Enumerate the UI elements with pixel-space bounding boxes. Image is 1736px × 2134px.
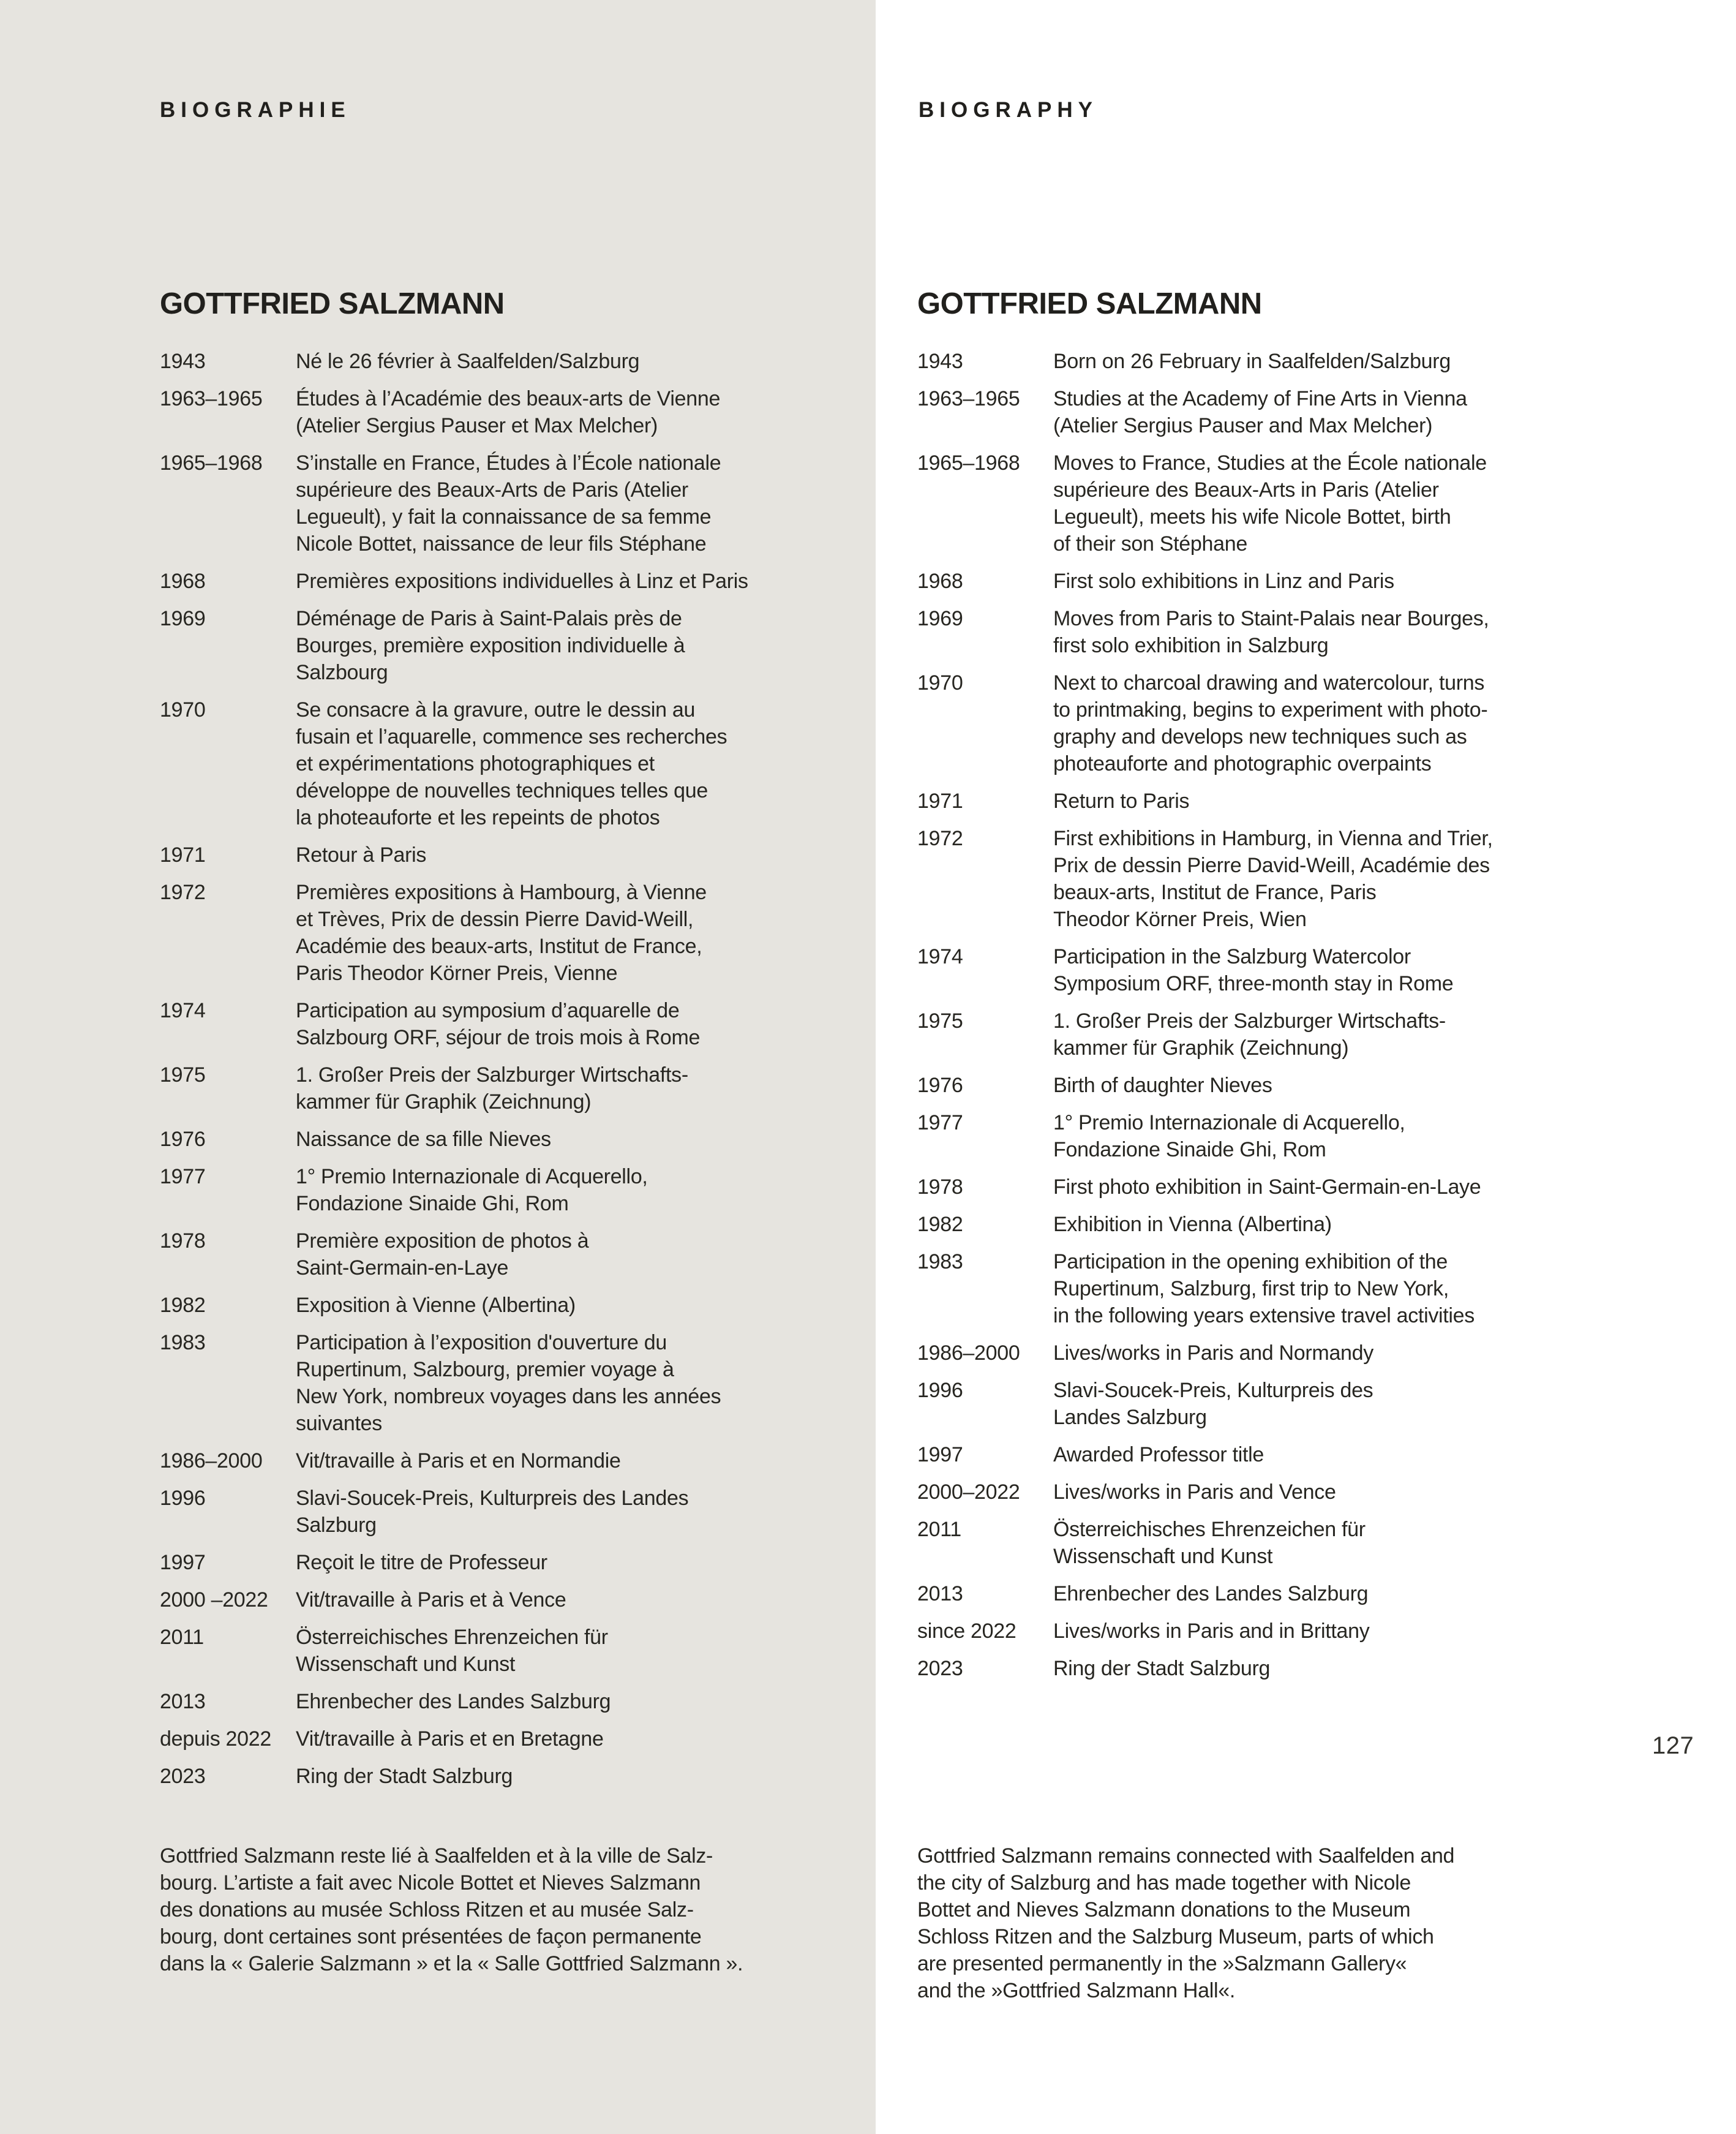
timeline-entry: [917, 1377, 1600, 1431]
entry-year: 1974: [160, 999, 206, 1022]
timeline-entry: [160, 1763, 846, 1790]
entry-year: 1971: [917, 790, 963, 813]
entry-description: S’installe en France, Études à l’École nationale supérieure des Beaux-Arts de Paris (Atelier Legueult), y fait la connaissance de sa femme Nicole Bottet, naissance de leur fils Stéphane: [296, 451, 721, 556]
entry-year: 1970: [160, 698, 206, 722]
entry-year: 2011: [160, 1626, 204, 1649]
entry-description: Ehrenbecher des Landes Salzburg: [1053, 1582, 1369, 1605]
timeline-entry: [917, 1441, 1600, 1468]
entry-description: Moves to France, Studies at the École nationale supérieure des Beaux-Arts in Paris (Atelier Legueult), meets his wife Nicole Bottet, birth of their son Stéphane: [1053, 451, 1487, 556]
entry-year: 1978: [917, 1175, 963, 1199]
timeline-entry: [917, 669, 1600, 777]
entry-year: 1969: [160, 607, 206, 630]
entry-year: 1969: [917, 607, 963, 630]
entry-year: 1970: [917, 671, 963, 695]
artist-name-title-french: GOTTFRIED SALZMANN: [160, 287, 505, 320]
entry-description: Ehrenbecher des Landes Salzburg: [296, 1690, 611, 1713]
entry-description: Österreichisches Ehrenzeichen für Wissenschaft und Kunst: [1053, 1518, 1366, 1568]
timeline-entry: [160, 1586, 846, 1613]
entry-year: 1982: [917, 1213, 963, 1236]
entry-description: Déménage de Paris à Saint-Palais près de Bourges, première exposition individuelle à Salzbourg: [296, 607, 685, 684]
entry-year: 1976: [917, 1074, 963, 1097]
timeline-entry: [917, 1109, 1600, 1163]
entry-year: 1975: [160, 1063, 206, 1087]
timeline-entry: [160, 1725, 846, 1752]
entry-description: Études à l’Académie des beaux-arts de Vienne (Atelier Sergius Pauser et Max Melcher): [296, 387, 721, 437]
timeline-entry: [160, 1126, 846, 1153]
entry-year: 1974: [917, 945, 963, 968]
timeline-entry: [917, 943, 1600, 997]
entry-description: Lives/works in Paris and Normandy: [1053, 1341, 1373, 1365]
entry-description: 1° Premio Internazionale di Acquerello, Fondazione Sinaide Ghi, Rom: [1053, 1111, 1405, 1161]
entry-description: First exhibitions in Hamburg, in Vienna and Trier, Prix de dessin Pierre David-Weill, Académie des beaux-arts, Institut de France, Paris Theodor Körner Preis, Wien: [1053, 827, 1493, 931]
entry-year: 1977: [917, 1111, 963, 1134]
entry-description: Exposition à Vienne (Albertina): [296, 1294, 576, 1317]
timeline-entry: [160, 1549, 846, 1576]
timeline-entry: [160, 842, 846, 869]
entry-year: 1943: [160, 350, 206, 373]
entry-year: 1978: [160, 1229, 206, 1253]
entry-description: Ring der Stadt Salzburg: [1053, 1657, 1271, 1680]
entry-year: depuis 2022: [160, 1727, 271, 1751]
entry-description: Ring der Stadt Salzburg: [296, 1765, 513, 1788]
entry-description: Moves from Paris to Staint-Palais near Bourges, first solo exhibition in Salzburg: [1053, 607, 1489, 657]
entry-description: Participation à l’exposition d'ouverture du Rupertinum, Salzbourg, premier voyage à New York, nombreux voyages dans les années suivantes: [296, 1331, 721, 1435]
entry-year: 1965–1968: [917, 451, 1020, 475]
timeline-entry: [160, 1163, 846, 1217]
entry-description: Naissance de sa fille Nieves: [296, 1128, 551, 1151]
timeline-entry: [917, 1655, 1600, 1682]
entry-year: 2000–2022: [917, 1480, 1020, 1504]
timeline-entry: [917, 1479, 1600, 1506]
timeline-entry: [160, 879, 846, 987]
entry-description: Participation au symposium d’aquarelle de Salzbourg ORF, séjour de trois mois à Rome: [296, 999, 701, 1049]
entry-year: 1971: [160, 843, 206, 867]
timeline-entry: [917, 605, 1600, 659]
right-timeline: [917, 348, 1600, 1692]
entry-year: 1986–2000: [917, 1341, 1020, 1365]
entry-year: 1983: [917, 1250, 963, 1273]
timeline-entry: [917, 825, 1600, 933]
entry-description: Slavi-Soucek-Preis, Kulturpreis des Landes Salzburg: [1053, 1379, 1373, 1429]
timeline-entry: [160, 1624, 846, 1678]
entry-description: First photo exhibition in Saint-Germain-en-Laye: [1053, 1175, 1481, 1199]
entry-description: Lives/works in Paris and in Brittany: [1053, 1619, 1370, 1643]
timeline-entry: [917, 1248, 1600, 1329]
entry-description: Slavi-Soucek-Preis, Kulturpreis des Landes Salzburg: [296, 1487, 689, 1537]
entry-description: Vit/travaille à Paris et en Bretagne: [296, 1727, 604, 1751]
entry-year: 1997: [160, 1551, 206, 1574]
entry-description: Vit/travaille à Paris et en Normandie: [296, 1449, 621, 1472]
entry-description: Return to Paris: [1053, 790, 1190, 813]
entry-description: Next to charcoal drawing and watercolour, turns to printmaking, begins to experiment with photo- graphy and develops new techniques such as photeauforte and photographic overpaints: [1053, 671, 1488, 775]
entry-year: 1977: [160, 1165, 206, 1188]
artist-name-title-english: GOTTFRIED SALZMANN: [917, 287, 1262, 320]
timeline-entry: [160, 450, 846, 557]
entry-description: Birth of daughter Nieves: [1053, 1074, 1272, 1097]
timeline-entry: [917, 1008, 1600, 1061]
timeline-entry: [917, 1211, 1600, 1238]
section-header-english: BIOGRAPHY: [919, 98, 1098, 122]
timeline-entry: [917, 568, 1600, 595]
left-timeline: [160, 348, 846, 1800]
entry-year: 2023: [160, 1765, 206, 1788]
entry-year: 1996: [160, 1487, 206, 1510]
timeline-entry: [917, 385, 1600, 439]
timeline-entry: [917, 1340, 1600, 1367]
timeline-entry: [160, 1688, 846, 1715]
entry-year: 1975: [917, 1009, 963, 1033]
entry-year: 1996: [917, 1379, 963, 1402]
entry-year: 2013: [917, 1582, 963, 1605]
timeline-entry: [917, 1618, 1600, 1645]
entry-year: 1963–1965: [160, 387, 263, 410]
section-header-french: BIOGRAPHIE: [160, 98, 351, 122]
page-number: 127: [1652, 1732, 1694, 1759]
timeline-entry: [917, 1174, 1600, 1201]
entry-year: 1983: [160, 1331, 206, 1354]
entry-year: 1972: [160, 881, 206, 904]
entry-year: 2000 –2022: [160, 1588, 268, 1612]
entry-description: Exhibition in Vienna (Albertina): [1053, 1213, 1332, 1236]
timeline-entry: [917, 348, 1600, 375]
timeline-entry: [160, 1292, 846, 1319]
timeline-entry: [160, 1061, 846, 1115]
entry-description: Reçoit le titre de Professeur: [296, 1551, 547, 1574]
entry-description: Born on 26 February in Saalfelden/Salzburg: [1053, 350, 1451, 373]
entry-year: 2013: [160, 1690, 206, 1713]
timeline-entry: [160, 696, 846, 831]
entry-year: 1976: [160, 1128, 206, 1151]
entry-description: Participation in the Salzburg Watercolor Symposium ORF, three-month stay in Rome: [1053, 945, 1454, 995]
timeline-entry: [160, 997, 846, 1051]
entry-description: 1° Premio Internazionale di Acquerello, Fondazione Sinaide Ghi, Rom: [296, 1165, 648, 1215]
right-footer: Gottfried Salzmann remains connected with Saalfelden and the city of Salzburg and has made together with Nicole Bottet and Nieves Salzmann donations to the Museum Schloss Ritzen and the Salzburg Museum, parts of which are presented permanently in the »Salzmann Gallery« and the »Gottfried Salzmann Hall«.: [917, 1844, 1455, 2002]
entry-description: Premières expositions à Hambourg, à Vienne et Trèves, Prix de dessin Pierre David-Weill, Académie des beaux-arts, Institut de France, Paris Theodor Körner Preis, Vienne: [296, 881, 707, 985]
timeline-entry: [160, 568, 846, 595]
entry-year: 2023: [917, 1657, 963, 1680]
entry-year: 1968: [160, 570, 206, 593]
entry-description: Studies at the Academy of Fine Arts in Vienna (Atelier Sergius Pauser and Max Melcher): [1053, 387, 1467, 437]
entry-year: 1972: [917, 827, 963, 850]
timeline-entry: [917, 1580, 1600, 1607]
entry-description: Lives/works in Paris and Vence: [1053, 1480, 1336, 1504]
entry-description: 1. Großer Preis der Salzburger Wirtschafts- kammer für Graphik (Zeichnung): [296, 1063, 688, 1114]
entry-year: since 2022: [917, 1619, 1016, 1643]
entry-description: Vit/travaille à Paris et à Vence: [296, 1588, 566, 1612]
timeline-entry: [160, 605, 846, 686]
entry-description: Participation in the opening exhibition of the Rupertinum, Salzburg, first trip to New York, in the following years extensive travel activities: [1053, 1250, 1475, 1327]
entry-description: Né le 26 février à Saalfelden/Salzburg: [296, 350, 640, 373]
entry-year: 1943: [917, 350, 963, 373]
entry-description: Awarded Professor title: [1053, 1443, 1264, 1466]
timeline-entry: [160, 385, 846, 439]
entry-description: Se consacre à la gravure, outre le dessin au fusain et l’aquarelle, commence ses recherches et expérimentations photographiques et développe de nouvelles techniques telles que la photeauforte et les repeints de photos: [296, 698, 727, 829]
entry-description: Première exposition de photos à Saint-Germain-en-Laye: [296, 1229, 589, 1280]
timeline-entry: [917, 1072, 1600, 1099]
entry-year: 1965–1968: [160, 451, 263, 475]
timeline-entry: [160, 1227, 846, 1281]
entry-year: 1986–2000: [160, 1449, 263, 1472]
timeline-entry: [160, 1485, 846, 1539]
timeline-entry: [160, 1447, 846, 1474]
entry-description: Premières expositions individuelles à Linz et Paris: [296, 570, 748, 593]
entry-description: 1. Großer Preis der Salzburger Wirtschafts- kammer für Graphik (Zeichnung): [1053, 1009, 1446, 1060]
entry-description: Österreichisches Ehrenzeichen für Wissenschaft und Kunst: [296, 1626, 608, 1676]
entry-year: 1997: [917, 1443, 963, 1466]
entry-year: 1963–1965: [917, 387, 1020, 410]
entry-description: Retour à Paris: [296, 843, 427, 867]
timeline-entry: [160, 1329, 846, 1437]
entry-year: 2011: [917, 1518, 961, 1541]
left-footer: Gottfried Salzmann reste lié à Saalfelden et à la ville de Salz- bourg. L’artiste a fait avec Nicole Bottet et Nieves Salzmann des donations au musée Schloss Ritzen et au musée Salz- bourg, dont certaines sont présentées de façon permanente dans la « Galerie Salzmann » et la « Salle Gottfried Salzmann ».: [160, 1844, 743, 1975]
entry-year: 1982: [160, 1294, 206, 1317]
timeline-entry: [160, 348, 846, 375]
timeline-entry: [917, 1516, 1600, 1570]
entry-description: First solo exhibitions in Linz and Paris: [1053, 570, 1394, 593]
entry-year: 1968: [917, 570, 963, 593]
timeline-entry: [917, 788, 1600, 815]
timeline-entry: [917, 450, 1600, 557]
